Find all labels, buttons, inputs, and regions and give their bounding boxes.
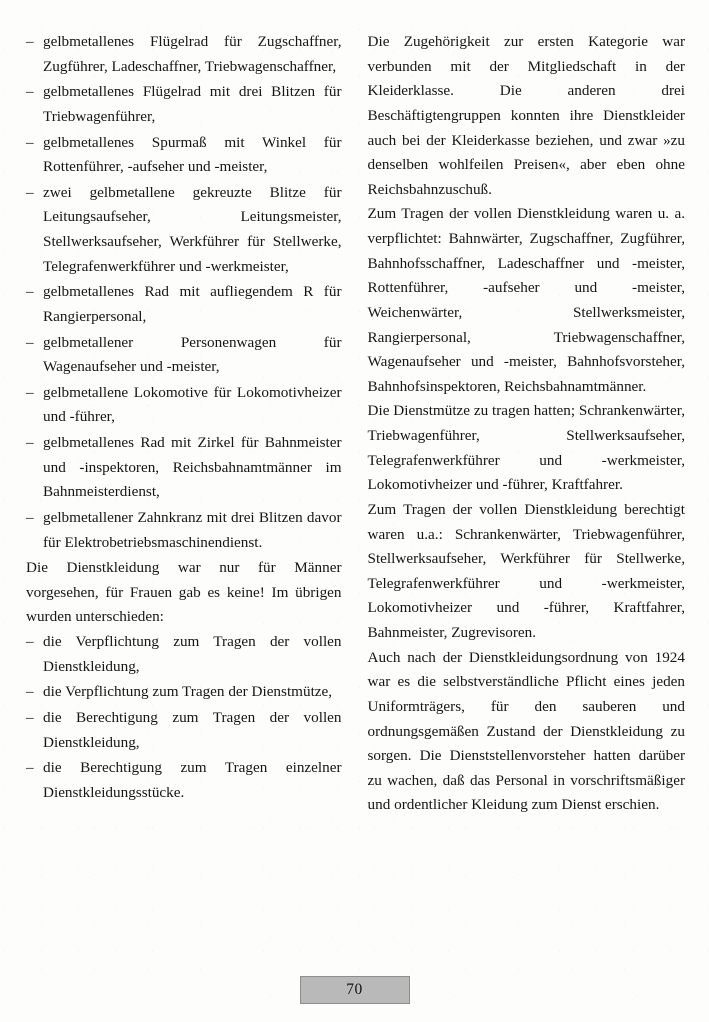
bullet-list-obligations <box>26 630 342 805</box>
left-column <box>26 30 342 942</box>
paragraph: Die Dienstmütze zu tragen hatten; Schrankenwärter, Triebwagenführer, Stellwerksaufseher, Telegrafenwerkführer und -werkmeister, Lokomotivheizer und -führer, Kraftfahrer. <box>367 402 685 494</box>
list-item: – gelbmetallenes Rad mit Zirkel für Bahnmeister und -inspektoren, Reichsbahnamtmänner im Bahnmeisterdienst, <box>26 431 342 505</box>
list-item: – die Verpflichtung zum Tragen der vollen Dienstkleidung, <box>26 630 342 679</box>
list-item: – gelbmetallenes Spurmaß mit Winkel für Rottenführer, -aufseher und -meister, <box>26 131 342 180</box>
list-item: – gelbmetallener Zahnkranz mit drei Blitzen davor für Elektrobetriebsmaschinendienst. <box>26 506 342 555</box>
list-item: – gelbmetallenes Rad mit aufliegendem R für Rangierpersonal, <box>26 280 342 329</box>
list-item: – die Verpflichtung zum Tragen der Dienstmütze, <box>26 680 342 705</box>
list-item: – zwei gelbmetallene gekreuzte Blitze für Leitungsaufseher, Leitungsmeister, Stellwerksaufseher, Werkführer für Stellwerke, Telegrafenwerkführer und -werkmeister, <box>26 181 342 280</box>
list-item: – die Berechtigung zum Tragen der vollen Dienstkleidung, <box>26 706 342 755</box>
list-item: – die Berechtigung zum Tragen einzelner Dienstkleidungsstücke. <box>26 756 342 805</box>
list-item: – gelbmetallener Personenwagen für Wagenaufseher und -meister, <box>26 331 342 380</box>
two-column-text-body <box>26 30 685 942</box>
page-footer <box>0 976 709 1004</box>
bullet-list-insignia <box>26 30 342 555</box>
right-column <box>368 30 685 942</box>
page-number: 70 <box>300 976 410 1004</box>
paragraph: Auch nach der Dienstkleidungsordnung von 1924 war es die selbstverständliche Pflicht eines jeden Uniformträgers, für den sauberen und ordnungsgemäßen Zustand der Dienstkleidung zu sorgen. Die Dienststellenvorsteher hatten darüber zu wachen, daß das Personal in vorschriftsmäßiger und ordentlicher Kleidung zum Dienst erschien. <box>367 648 685 814</box>
paragraph: Zum Tragen der vollen Dienstkleidung waren u. a. verpflichtet: Bahnwärter, Zugschaffner, Zugführer, Bahnhofsschaffner, Ladeschaffner und -meister, Rottenführer, -aufseher und -meister, Weichenwärter, Stellwerksmeister, Rangierpersonal, Triebwagenschaffner, Wagenaufseher und -meister, Bahnhofsvorsteher, Bahnhofsinspektoren, Reichsbahnamtmänner. <box>367 205 685 395</box>
paragraph: Die Zugehörigkeit zur ersten Kategorie war verbunden mit der Mitgliedschaft in der Kleiderklasse. Die anderen drei Beschäftigtengruppen konnten ihre Dienstkleider auch bei der Kleiderkasse beziehen, und zwar »zu denselben wohlfeilen Preisen«, aber eben ohne Reichsbahnzuschuß. <box>367 33 685 198</box>
paragraph: Die Dienstkleidung war nur für Männer vorgesehen, für Frauen gab es keine! Im übrigen wurden unterschieden: <box>26 559 342 626</box>
paragraph: Zum Tragen der vollen Dienstkleidung berechtigt waren u.a.: Schrankenwärter, Triebwagenführer, Stellwerksaufseher, Werkführer für Stellwerke, Telegrafenwerkführer und -werkmeister, Lokomotivheizer und -führer, Kraftfahrer, Bahnmeister, Zugrevisoren. <box>367 500 685 641</box>
list-item: – gelbmetallenes Flügelrad für Zugschaffner, Zugführer, Ladeschaffner, Triebwagenschaffner, <box>26 30 342 79</box>
list-item: – gelbmetallenes Flügelrad mit drei Blitzen für Triebwagenführer, <box>26 80 342 129</box>
list-item: – gelbmetallene Lokomotive für Lokomotivheizer und -führer, <box>26 381 342 430</box>
